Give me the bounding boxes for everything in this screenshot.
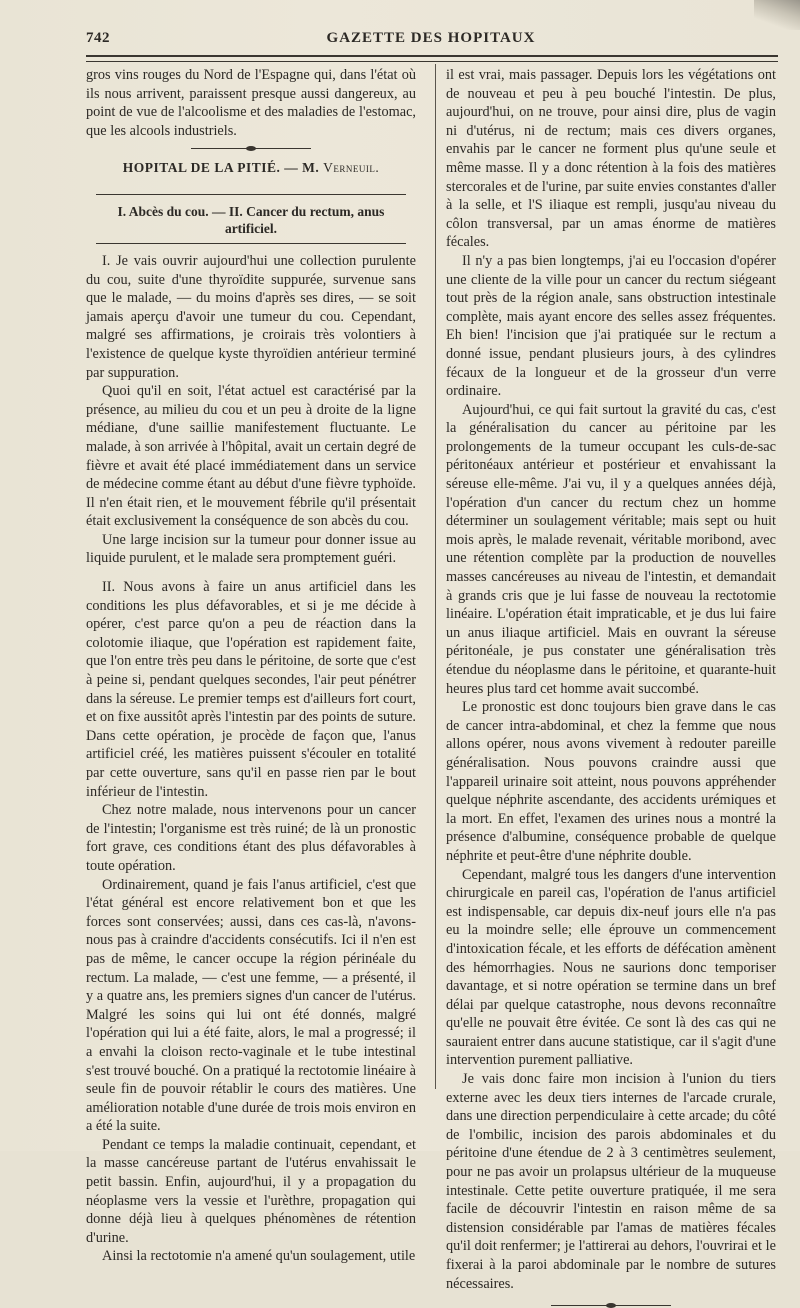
paragraph: II. Nous avons à faire un anus artificiel dans les conditions les plus défavorables, et si je me décide à opérer, c'est parce qu'on a peu de réaction dans la colotomie iliaque, que l'opération est rapidement faite, que l'on entre très peu dans le péritoine, de sorte que c'est à peine si, pendant quelques secondes, l'air peut pénétrer dans la séreuse. Le premier temps est d'ailleurs fort court, et on fixe aussitôt après l'intestin par des points de suture. Dans cette opération, je procède de façon que, l'anus artificiel créé, les matières puissent s'écouler en totalité par cette ouverture, sans qu'il en passe rien par le bout inférieur de l'intestin. [86,579,416,800]
paragraph: Aujourd'hui, ce qui fait surtout la gravité du cas, c'est la généralisation du cancer au péritoine par les prolongements de la tumeur occupant les culs-de-sac péritonéaux antérieur et postérieur et envahissant la séreuse elle-même. J'ai vu, il y a quelques années déjà, l'opération d'un cancer du rectum chez un homme déterminer un soulagement véritable; mais sept ou huit mois après, le malade revenait, véritable moribond, avec une rétention complète par la production de nouvelles masses cancéreuses au niveau de l'intestin, et demandait à grands cris que je lui fasse de nouveau la rectotomie linéaire. L'opération était impraticable, et je dus lui faire un anus iliaque artificiel. Mais en ouvrant la séreuse péritonéale, je pus constater une généralisation très étendue du néoplasme dans le péritoine, et quarante-huit heures plus tard cet homme avait succombé. [446,401,776,697]
paragraph: Ainsi la rectotomie n'a amené qu'un soulagement, utile [102,1248,416,1265]
paragraph: Je vais donc faire mon incision à l'union du tiers externe avec les deux tiers internes de l'arcade crurale, dans une direction perpendiculaire à cette arcade; du côté de l'ombilic, incision des parois abdominales et du péritoine d'une étendue de 2 à 3 centimètres seulement, pour ne pas avoir un prolapsus ultérieur de la muqueuse intestinale. Cette petite ouverture pratiquée, il me sera facile de découvrir l'intestin en raison même de sa distension considérable par l'amas de matières fécales qu'il doit renfermer; je l'attirerai au dehors, l'ouvrirai et le fixerai à la paroi abdominale par le nombre de sutures nécessaires. [446,1071,776,1292]
paragraph: Ordinairement, quand je fais l'anus artificiel, c'est que l'état général est encore relativement bon et que les forces sont conservées; aussi, dans ces cas-là, n'avons-nous pas à craindre d'accidents consécutifs. Ici il n'en est pas de même, le cancer occupe la région périnéale du rectum. La malade, — c'est une femme, — a présenté, il y a quatre ans, les premiers signes d'un cancer de l'utérus. Malgré les soins qui lui ont été donnés, malgré l'opération qui lui a été faite, alors, le mal a progressé; il a envahi la cloison recto-vaginale et le tube intestinal s'est trouvé bouché. On a pratiqué la rectotomie linéaire à seule fin de pouvoir rétablir le cours des matières. Une amélioration notable d'une durée de trois mois environ en a été la suite. [86,876,416,1135]
paragraph: gros vins rouges du Nord de l'Espagne qui, dans l'état où ils nous arrivent, paraissent presque aussi dangereux, au point de vue de l'alcoolisme et des maladies de l'estomac, que les alcools industriels. [86,67,416,139]
ornament-divider [191,148,311,149]
paragraph: I. Je vais ouvrir aujourd'hui une collection purulente du cou, suite d'une thyroïdite suppurée, survenue sans que le malade, — du moins d'après ses dires, — se soit jamais aperçu d'avoir une tumeur du cou. Cependant, malgré ses affirmations, je croirais très volontiers à l'existence de quelque kyste thyroïdien antérieur terminé par suppuration. [86,252,416,381]
paragraph: Il n'y a pas bien longtemps, j'ai eu l'occasion d'opérer une cliente de la ville pour un cancer du rectum siégeant tout près de la région anale, sans obstruction intestinale complète, mais ayant encore des selles assez fréquentes. Eh bien! l'incision que j'ai pratiquée sur le rectum a donné issue, pendant plusieurs jours, à des cylindres fécaux de la longueur et de la grosseur d'un verre ordinaire. [446,252,776,400]
header-rule [86,55,778,62]
paragraph: Pendant ce temps la maladie continuait, cependant, et la masse cancéreuse partant de l'utérus envahissait le petit bassin. Enfin, aujourd'hui, il y a propagation du néoplasme vers la vessie et l'urèthre, propagation qui donne déjà lieu à quelques phénomènes de rétention d'urine. [86,1136,416,1246]
section-hospital: HOPITAL DE LA PITIÉ. — M. [122,160,324,176]
paragraph: il est vrai, mais passager. Depuis lors les végétations ont de nouveau et peu à peu bouché l'intestin. De plus, aujourd'hui, on ne trouve, pour ainsi dire, plus de vagin ni d'utérus, ni de rectum; mais ces divers organes, envahis par le cancer ne forment plus qu'une seule et même masse. Il y a donc rétention à la fois des matières stercorales et de l'urine, par suite envies constantes d'aller à la selle, et l'S iliaque est rempli, jusqu'au niveau du côlon transversal, par un amas énorme de matières fécales. [446,67,776,251]
right-column [446,66,776,1306]
paragraph: Quoi qu'il en soit, l'état actuel est caractérisé par la présence, au milieu du cou et un peu à droite de la ligne médiane, d'une saillie manifestement fluctuante. Le malade, à son arrivée à l'hôpital, avait un certain degré de fièvre et avait été placé immédiatement dans un service de médecine comme étant au début d'une fièvre typhoïde. Il n'en était rien, et le mouvement fébrile qu'il présentait était exclusivement la conséquence de son abcès du cou. [86,383,416,530]
page-header [86,30,776,52]
section-author: Verneuil. [323,160,380,176]
page-number: 742 [86,30,110,46]
column-separator [435,64,436,1089]
rule [96,243,406,244]
paragraph: Le pronostic est donc toujours bien grave dans le cas de cancer intra-abdominal, et chez la femme que nous allons opérer, nous avons vivement à redouter pareille généralisation. Nous pouvons craindre aussi que l'appareil urinaire soit atteint, nous pouvons appréhender quelque néphrite ascendante, des accidents urémiques et la mort. En effet, l'examen des urines nous a montré la présence d'albumine, conséquence probable de quelque néphrite et peut-être d'une néphrite double. [446,699,776,864]
paragraph: Une large incision sur la tumeur pour donner issue au liquide purulent, et le malade sera promptement guéri. [86,531,416,567]
article-subtitle: I. Abcès du cou. — II. Cancer du rectum, anus artificiel. [117,203,385,236]
paragraph: Cependant, malgré tous les dangers d'une intervention chirurgicale en pareil cas, l'opération de l'anus artificiel est indispensable, car depuis dix-neuf jours elle n'a pas eu la moindre selle; elle éprouve un commencement d'intoxication fécale, et les efforts de défécation amènent des hémorrhagies. Nous ne saurions donc temporiser davantage, et si notre opération se termine dans un bref délai par quelque catastrophe, nous devons reconnaître qu'elle ne pouvait être évitée. Ce sont là des cas qui ne sauraient entrer dans aucune statistique, car il s'agit d'une intervention purement palliative. [446,866,776,1069]
left-column [86,66,416,1266]
journal-title: GAZETTE DES HOPITAUX [326,30,536,46]
page-corner [754,0,800,30]
section-title [86,159,416,178]
paragraph: Chez notre malade, nous intervenons pour un cancer de l'intestin; l'organisme est très ruiné; de là un pronostic fort grave, ces conditions étant des plus défavorables à toute opération. [86,802,416,874]
rule [96,194,406,195]
ornament-divider [551,1305,671,1306]
